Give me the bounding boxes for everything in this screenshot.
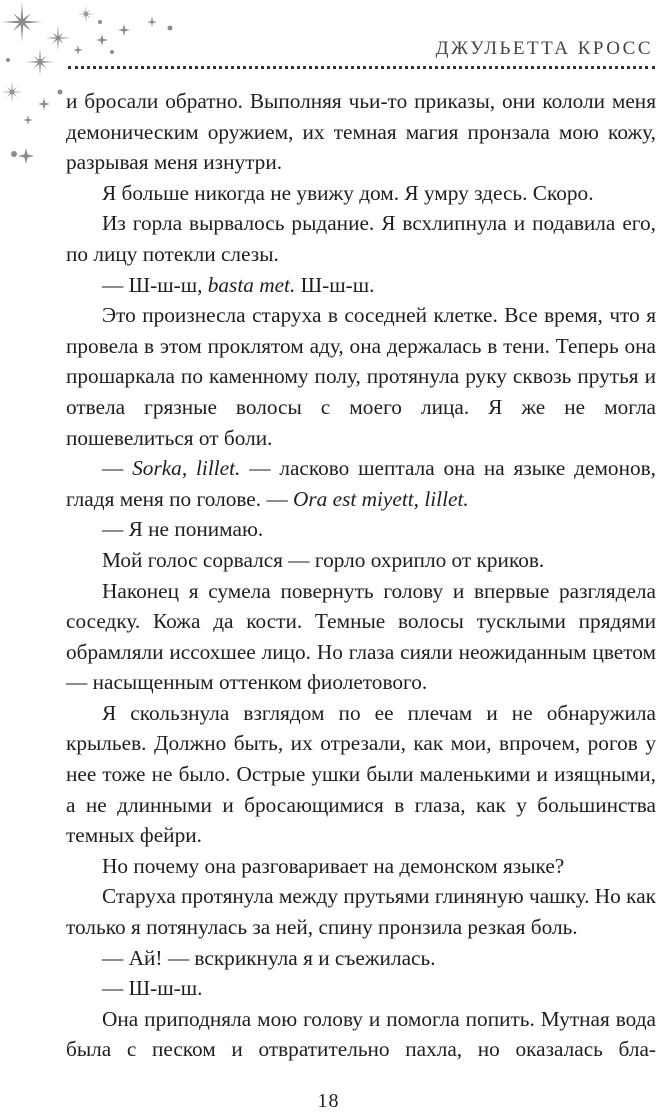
paragraph-3 [66,208,656,269]
text-segment: — ласково шептала она на языке демонов, гладя меня по голове. — [66,456,657,511]
sparkle-star-icon [73,45,83,55]
italic-phrase: basta met. [207,272,296,297]
italic-phrase: Sorka, lillet. [132,456,241,481]
page-number: 18 [317,1090,340,1112]
sparkle-star-icon [110,50,114,54]
paragraph-1 [66,86,656,178]
sparkle-star-icon [147,17,157,27]
paragraph-13 [66,943,656,974]
sparkle-star-icon [58,90,63,95]
text-segment: Я скользнула взглядом по ее плечам и не обнаружила крыльев. Должно быть, их отрезали, как мои, впрочем, рогов у нее тоже не было. Острые ушки были маленькими и изящными, а не длинными и бросающимися в глаза, как у большинства темных фейри. [66,700,656,848]
paragraph-14 [66,973,656,1004]
sparkle-star-icon [26,48,54,76]
paragraph-11 [66,851,656,882]
text-segment: Это произнесла старуха в соседней клетке. Все время, что я провела в этом проклятом аду, она держалась в тени. Теперь она прошаркала по каменному полу, протянула руку сквозь прутья и отвела грязные волосы с моего лица. Я же не могла пошевелиться от боли. [66,303,656,450]
text-segment: Но почему она разговаривает на демонском языке? [102,853,565,878]
paragraph-15 [66,1004,656,1065]
text-segment: — Я не понимаю. [102,517,264,542]
text-segment: — Ш-ш-ш, [102,272,208,297]
text-segment: Из горла вырвалось рыдание. Я всхлипнула и подавила его, по лицу потекли слезы. [66,211,656,266]
paragraph-2 [66,178,656,209]
sparkle-star-icon [1,81,23,103]
text-segment: — Ш-ш-ш. [102,976,203,1001]
paragraph-10 [66,698,656,851]
sparkle-star-icon [98,20,102,24]
text-segment: Наконец я сумела повернуть голову и впервые разглядела соседку. Кожа да кости. Темные волосы тусклыми прядями обрамляли иссохшее лицо. Но глаза сияли неожиданным цветом — насыщенным оттенком фиолетового. [66,578,656,695]
paragraph-8 [66,545,656,576]
text-segment: — [102,456,133,481]
paragraph-12 [66,881,656,942]
paragraph-4 [66,270,656,301]
sparkle-star-icon [18,148,34,164]
body-text [66,86,656,1065]
text-segment: Я больше никогда не увижу дом. Я умру здесь. Скоро. [102,180,594,205]
sparkle-star-icon [96,34,108,46]
sparkle-star-icon [6,58,10,62]
text-segment: Мой голос сорвался — горло охрипло от криков. [102,547,545,572]
text-segment: Старуха протянула между прутьями глиняную чашку. Но как только я потянулась за ней, спину пронзила резкая боль. [66,884,656,940]
italic-phrase: Ora est miyett, lillet. [293,486,469,511]
sparkle-star-icon [168,26,173,31]
paragraph-9 [66,576,656,698]
running-head: ДЖУЛЬЕТТА КРОСС [435,38,653,59]
sparkle-star-icon [77,5,95,23]
text-segment: Ш-ш-ш. [295,272,375,297]
text-segment: и бросали обратно. Выполняя чьи-то приказы, они кололи меня демоническим оружием, их темная магия пронзала мою кожу, разрывая меня изнутри. [66,89,656,175]
paragraph-6 [66,453,656,514]
sparkle-star-icon [23,115,33,125]
text-segment: Она приподняла мою голову и помогла попить. Мутная вода была с песком и отвратительно пахла, но оказалась бла- [66,1006,656,1062]
paragraph-7 [66,514,656,545]
paragraph-5 [66,300,656,453]
sparkle-star-icon [38,98,50,110]
text-segment: — Ай! — вскрикнула я и съежилась. [102,945,436,970]
header-dotted-rule [68,66,655,69]
sparkle-star-icon [2,2,42,42]
sparkle-star-icon [45,25,71,51]
sparkle-star-icon [11,151,17,157]
sparkle-star-icon [118,24,130,36]
